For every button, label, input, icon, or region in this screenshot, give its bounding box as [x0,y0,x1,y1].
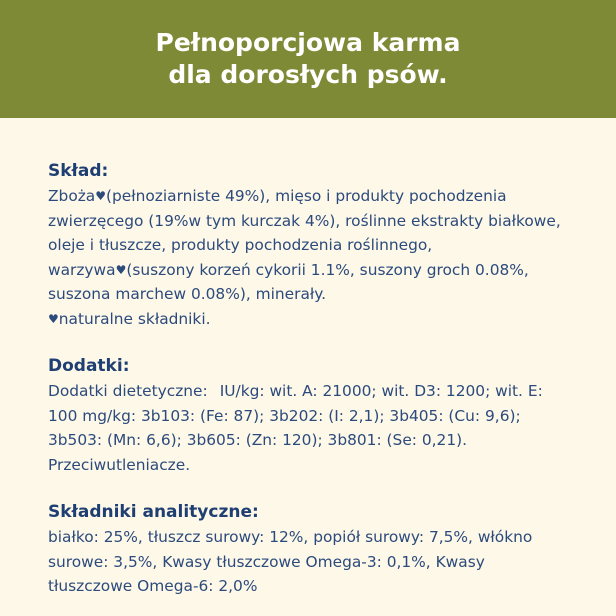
title-line-1: Pełnoporcjowa karma [155,28,461,57]
composition-heading: Skład: [48,161,109,181]
analytical-heading: Składniki analityczne: [48,502,259,522]
vegetables-label: warzywa [48,260,116,279]
composition-text [48,184,568,331]
heart-icon: ♥ [115,262,127,277]
additives-values: IU/kg: wit. A: 21000; wit. D3: 1200; wit. E: 100 mg/kg: 3b103: (Fe: 87); 3b202: (I: 2,1); 3b405: (Cu: 9,6); 3b503: (Mn: 6,6); 3b605: (Zn: 120); 3b801: (Se: 0,21). Przeciwutleniacze. [48,382,543,474]
title-line-2: dla dorosłych psów. [168,60,448,89]
additives-text [48,379,568,477]
composition-part-2: (suszony korzeń cykorii 1.1%, suszony groch 0.08%, suszona marchew 0.08%), minerały. [48,260,529,303]
additives-heading: Dodatki: [48,356,130,376]
additives-section [48,355,568,477]
analytical-section [48,501,568,599]
heart-icon: ♥ [48,311,59,326]
ingredients-content [0,118,568,599]
composition-section [48,160,568,331]
cereals-label: Zboża [48,187,96,205]
analytical-text: białko: 25%, tłuszcz surowy: 12%, popiół surowy: 7,5%, włókno surowe: 3,5%, Kwasy tłuszczowe Omega-3: 0,1%, Kwasy tłuszczowe Omega-6: 2,0% [48,528,533,595]
dietetic-additives-label: Dodatki dietetyczne: [48,382,208,400]
page-title [98,27,518,91]
composition-part-1: (pełnoziarniste 49%), mięso i produkty pochodzenia zwierzęcego (19%w tym kurczak 4%), roślinne ekstrakty białkowe, oleje i tłuszcze, produkty pochodzenia roślinnego, [48,187,561,254]
header-banner [0,0,616,118]
heart-icon: ♥ [95,189,107,203]
natural-ingredients-note: naturalne składniki. [58,309,211,328]
